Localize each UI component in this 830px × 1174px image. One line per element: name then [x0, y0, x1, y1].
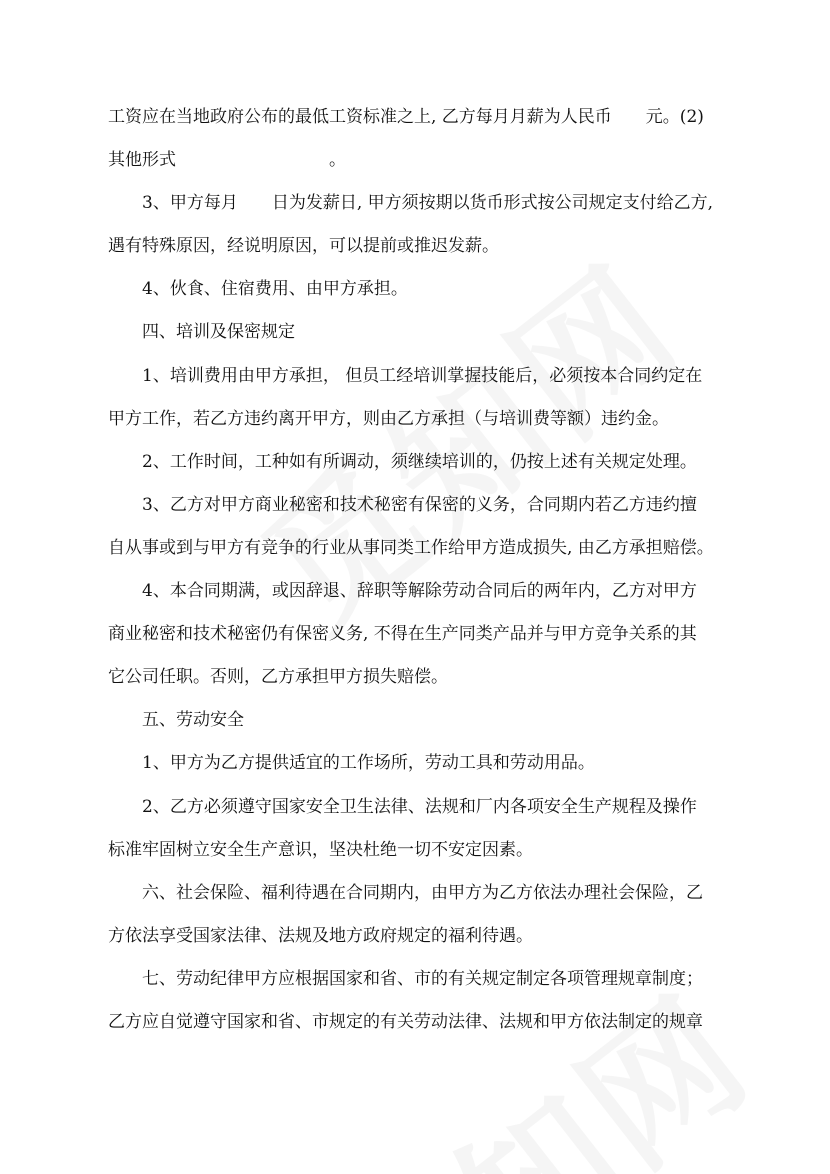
section-heading: 五、劳动安全	[142, 710, 244, 731]
paragraph-start: 2、乙方必须遵守国家安全卫生法律、法规和厂内各项安全生产规程及操作	[142, 796, 697, 817]
paragraph-start: 1、培训费用由甲方承担， 但员工经培训掌握技能后，必须按本合同约定在	[142, 365, 703, 386]
text-line: 其他形式 。	[108, 150, 346, 171]
text-line: 它公司任职。否则，乙方承担甲方损失赔偿。	[108, 667, 448, 688]
text-line: 方依法享受国家法律、法规及地方政府规定的福利待遇。	[108, 925, 533, 946]
section-heading: 四、培训及保密规定	[142, 322, 295, 343]
text-line: 标准牢固树立安全生产意识，坚决杜绝一切不安定因素。	[108, 839, 533, 860]
paragraph-start: 六、社会保险、福利待遇在合同期内，由甲方为乙方依法办理社会保险，乙	[142, 882, 703, 903]
paragraph-start: 七、劳动纪律甲方应根据国家和省、市的有关规定制定各项管理规章制度；	[142, 968, 703, 989]
paragraph-start: 4、本合同期满，或因辞退、辞职等解除劳动合同后的两年内，乙方对甲方	[142, 581, 697, 602]
paragraph-start: 2、工作时间，工种如有所调动，须继续培训的，仍按上述有关规定处理。	[142, 451, 697, 472]
paragraph-start: 3、乙方对甲方商业秘密和技术秘密有保密的义务，合同期内若乙方违约擅	[142, 494, 697, 515]
paragraph-start: 4、伙食、住宿费用、由甲方承担。	[142, 279, 408, 300]
paragraph-start: 1、甲方为乙方提供适宜的工作场所，劳动工具和劳动用品。	[142, 753, 595, 774]
text-line: 工资应在当地政府公布的最低工资标准之上, 乙方每月月薪为人民币 元。(2)	[108, 107, 704, 127]
text-line: 商业秘密和技术秘密仍有保密义务, 不得在生产同类产品并与甲方竞争关系的其	[108, 624, 697, 645]
text-line: 自从事或到与甲方有竞争的行业从事同类工作给甲方造成损失, 由乙方承担赔偿。	[108, 537, 714, 558]
text-line: 乙方应自觉遵守国家和省、市规定的有关劳动法律、法规和甲方依法制定的规章	[108, 1011, 703, 1032]
text-line: 遇有特殊原因，经说明原因，可以提前或推迟发薪。	[108, 236, 499, 257]
paragraph-start: 3、甲方每月 日为发薪日, 甲方须按期以货币形式按公司规定支付给乙方,	[142, 193, 714, 214]
text-line: 甲方工作，若乙方违约离开甲方，则由乙方承担（与培训费等额）违约金。	[108, 408, 669, 429]
document-body	[108, 96, 724, 1044]
